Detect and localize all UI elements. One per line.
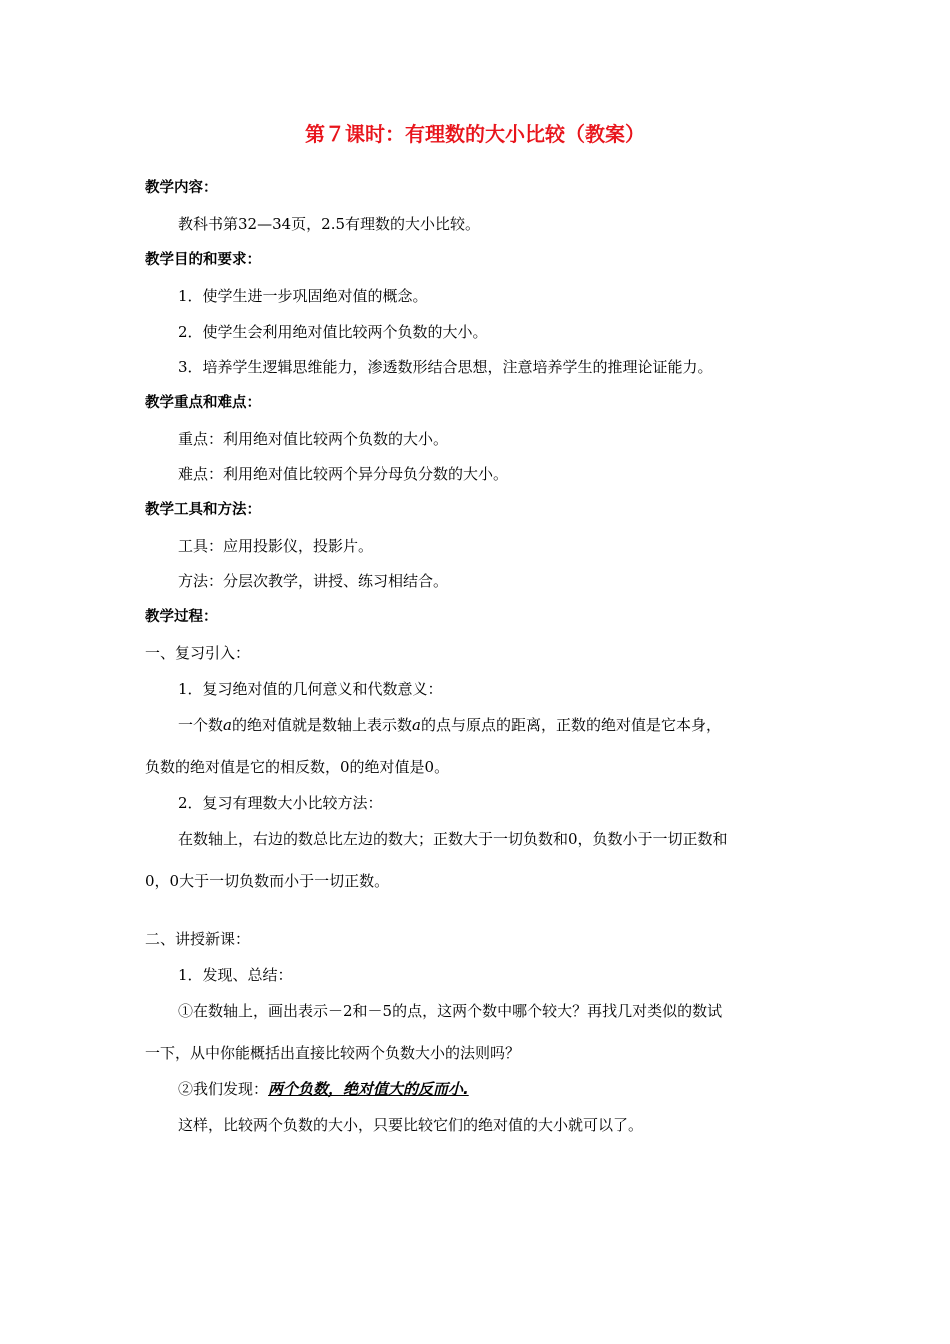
goal-item-2: 2．使学生会利用绝对值比较两个负数的大小。 — [178, 323, 488, 341]
review-text-c: 的点与原点的距离，正数的绝对值是它本身， — [420, 716, 721, 734]
review-paragraph-1-line-1 — [178, 714, 721, 736]
review-paragraph-1-line-2: 负数的绝对值是它的相反数，0的绝对值是0。 — [145, 758, 450, 776]
review-paragraph-2-line-2: 0，0大于一切负数而小于一切正数。 — [145, 872, 390, 890]
method-text: 方法：分层次教学，讲授、练习相结合。 — [178, 572, 449, 590]
review-text-b: 的绝对值就是数轴上表示数 — [231, 716, 412, 734]
review-item-2: 2．复习有理数大小比较方法： — [178, 794, 383, 812]
question-1-line-1: ①在数轴上，画出表示－2和－5的点，这两个数中哪个较大？再找几对类似的数试 — [178, 1002, 723, 1020]
review-text-a: 一个数 — [178, 716, 224, 734]
finding-label: ②我们发现： — [178, 1080, 269, 1098]
goals-heading: 教学目的和要求： — [145, 252, 261, 268]
content-text: 教科书第32—34页，2.5有理数的大小比较。 — [178, 215, 481, 233]
summary-text: 这样，比较两个负数的大小，只要比较它们的绝对值的大小就可以了。 — [178, 1116, 644, 1134]
newlesson-item-1: 1．发现、总结： — [178, 966, 293, 984]
keypoints-heading: 教学重点和难点： — [145, 395, 261, 411]
review-item-1: 1．复习绝对值的几何意义和代数意义： — [178, 680, 443, 698]
goal-item-3: 3．培养学生逻辑思维能力，渗透数形结合思想，注意培养学生的推理论证能力。 — [178, 358, 713, 376]
content-heading: 教学内容： — [145, 180, 218, 196]
finding-rule: 两个负数，绝对值大的反而小. — [268, 1080, 469, 1098]
review-paragraph-2-line-1: 在数轴上，右边的数总比左边的数大；正数大于一切负数和0，负数小于一切正数和 — [178, 830, 728, 848]
keypoints-focus: 重点：利用绝对值比较两个负数的大小。 — [178, 430, 449, 448]
keypoints-difficulty: 难点：利用绝对值比较两个异分母负分数的大小。 — [178, 465, 509, 483]
review-heading: 一、复习引入： — [145, 644, 251, 662]
tools-heading: 教学工具和方法： — [145, 502, 261, 518]
tools-text: 工具：应用投影仪，投影片。 — [178, 537, 374, 555]
newlesson-heading: 二、讲授新课： — [145, 930, 251, 948]
process-heading: 教学过程： — [145, 609, 218, 625]
variable-a: a — [411, 716, 421, 734]
variable-a: a — [223, 716, 232, 734]
finding-line — [178, 1078, 469, 1100]
page-title: 第７课时：有理数的大小比较（教案） — [305, 122, 645, 146]
question-1-line-2: 一下，从中你能概括出直接比较两个负数大小的法则吗？ — [145, 1044, 521, 1062]
goal-item-1: 1．使学生进一步巩固绝对值的概念。 — [178, 287, 428, 305]
